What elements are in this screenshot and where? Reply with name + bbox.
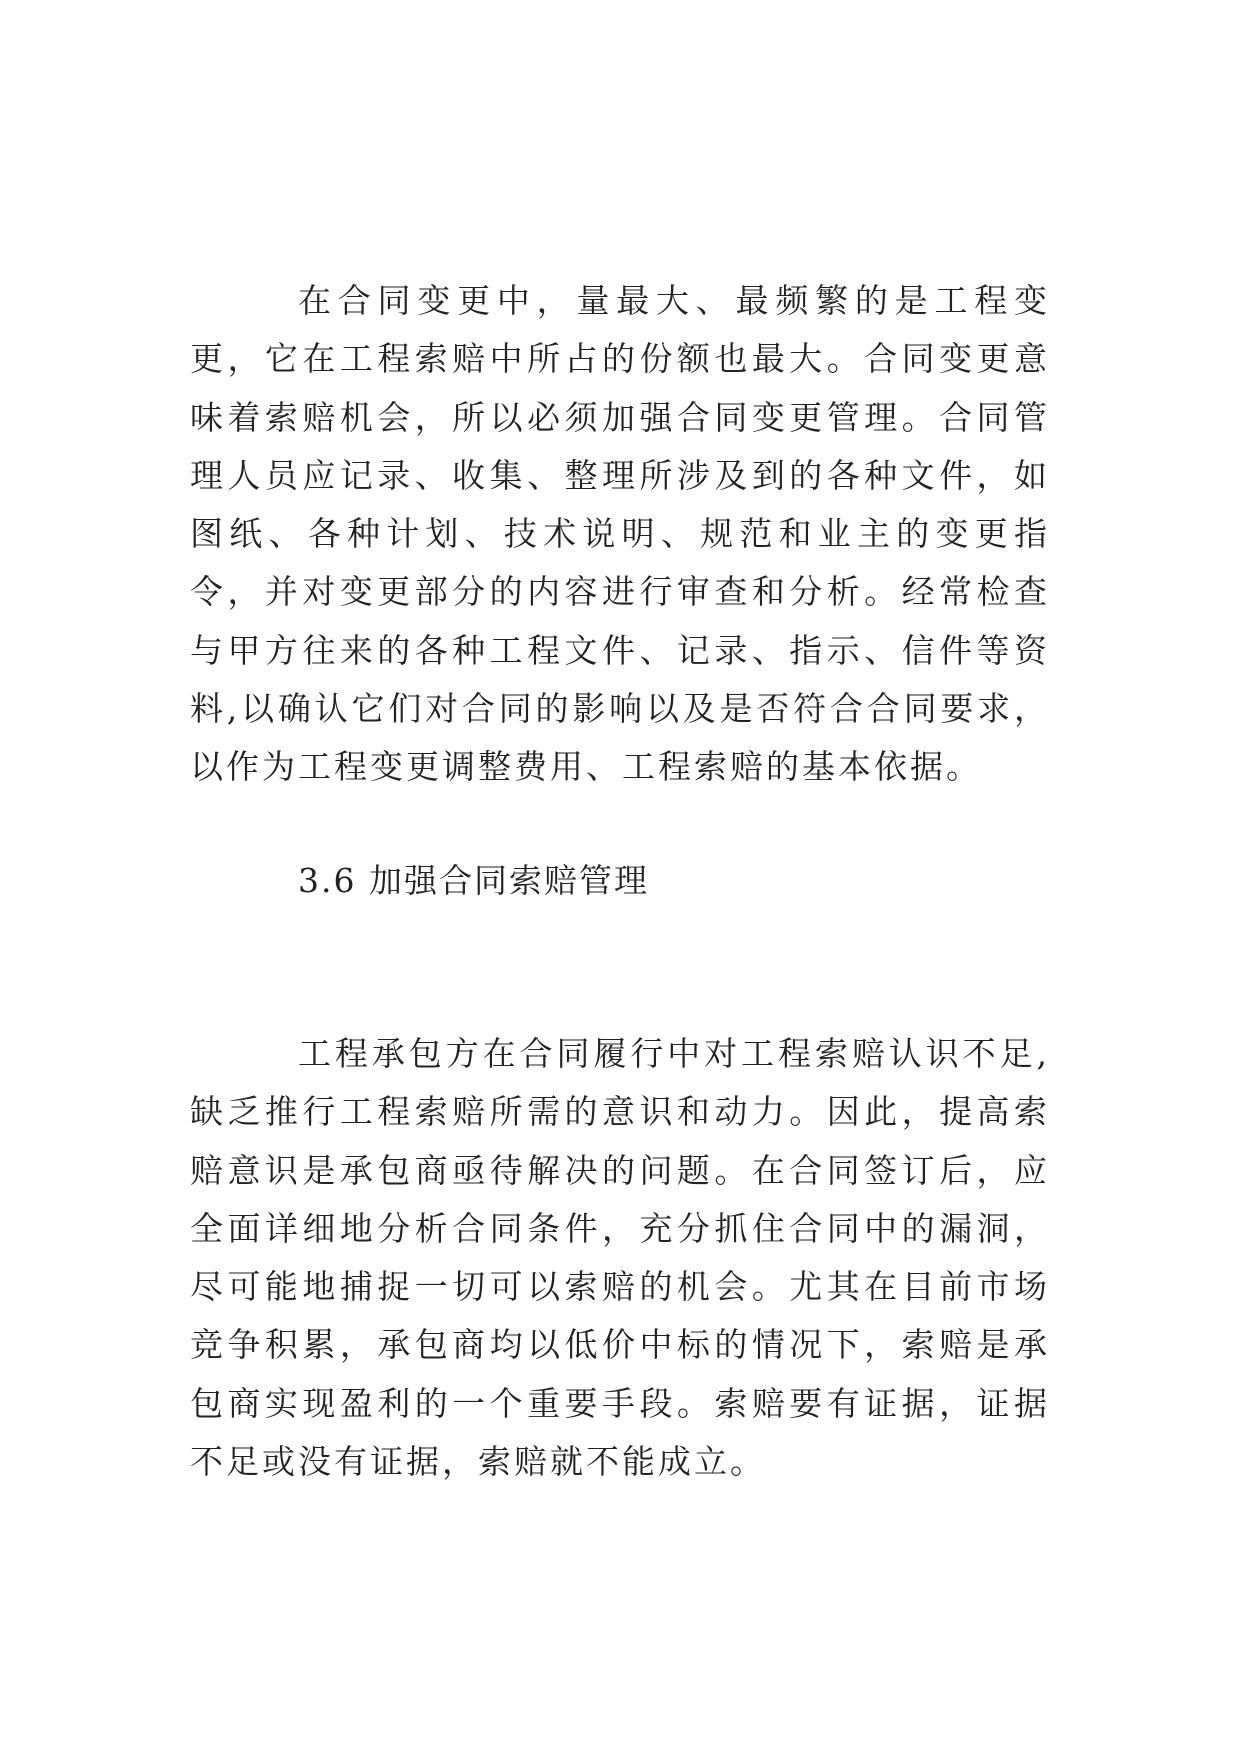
body-paragraph-claims-management: 工程承包方在合同履行中对工程索赔认识不足,缺乏推行工程索赔所需的意识和动力。因此，提高索赔意识是承包商亟待解决的问题。在合同签订后，应全面详细地分析合同条件，充分抓住合同中的漏洞，尽可能地捕捉一切可以索赔的机会。尤其在目前市场竞争积累，承包商均以低价中标的情况下，索赔是承包商实现盈利的一个重要手段。索赔要有证据，证据不足或没有证据，索赔就不能成立。 <box>190 1034 1050 1482</box>
section-heading: 3.6 加强合同索赔管理 <box>298 861 649 900</box>
body-paragraph-contract-changes: 在合同变更中，量最大、最频繁的是工程变更，它在工程索赔中所占的份额也最大。合同变更意味着索赔机会，所以必须加强合同变更管理。合同管理人员应记录、收集、整理所涉及到的各种文件，如图纸、各种计划、技术说明、规范和业主的变更指令，并对变更部分的内容进行审查和分析。经常检查与甲方往来的各种工程文件、记录、指示、信件等资料,以确认它们对合同的影响以及是否符合合同要求，以作为工程变更调整费用、工程索赔的基本依据。 <box>190 281 1050 787</box>
